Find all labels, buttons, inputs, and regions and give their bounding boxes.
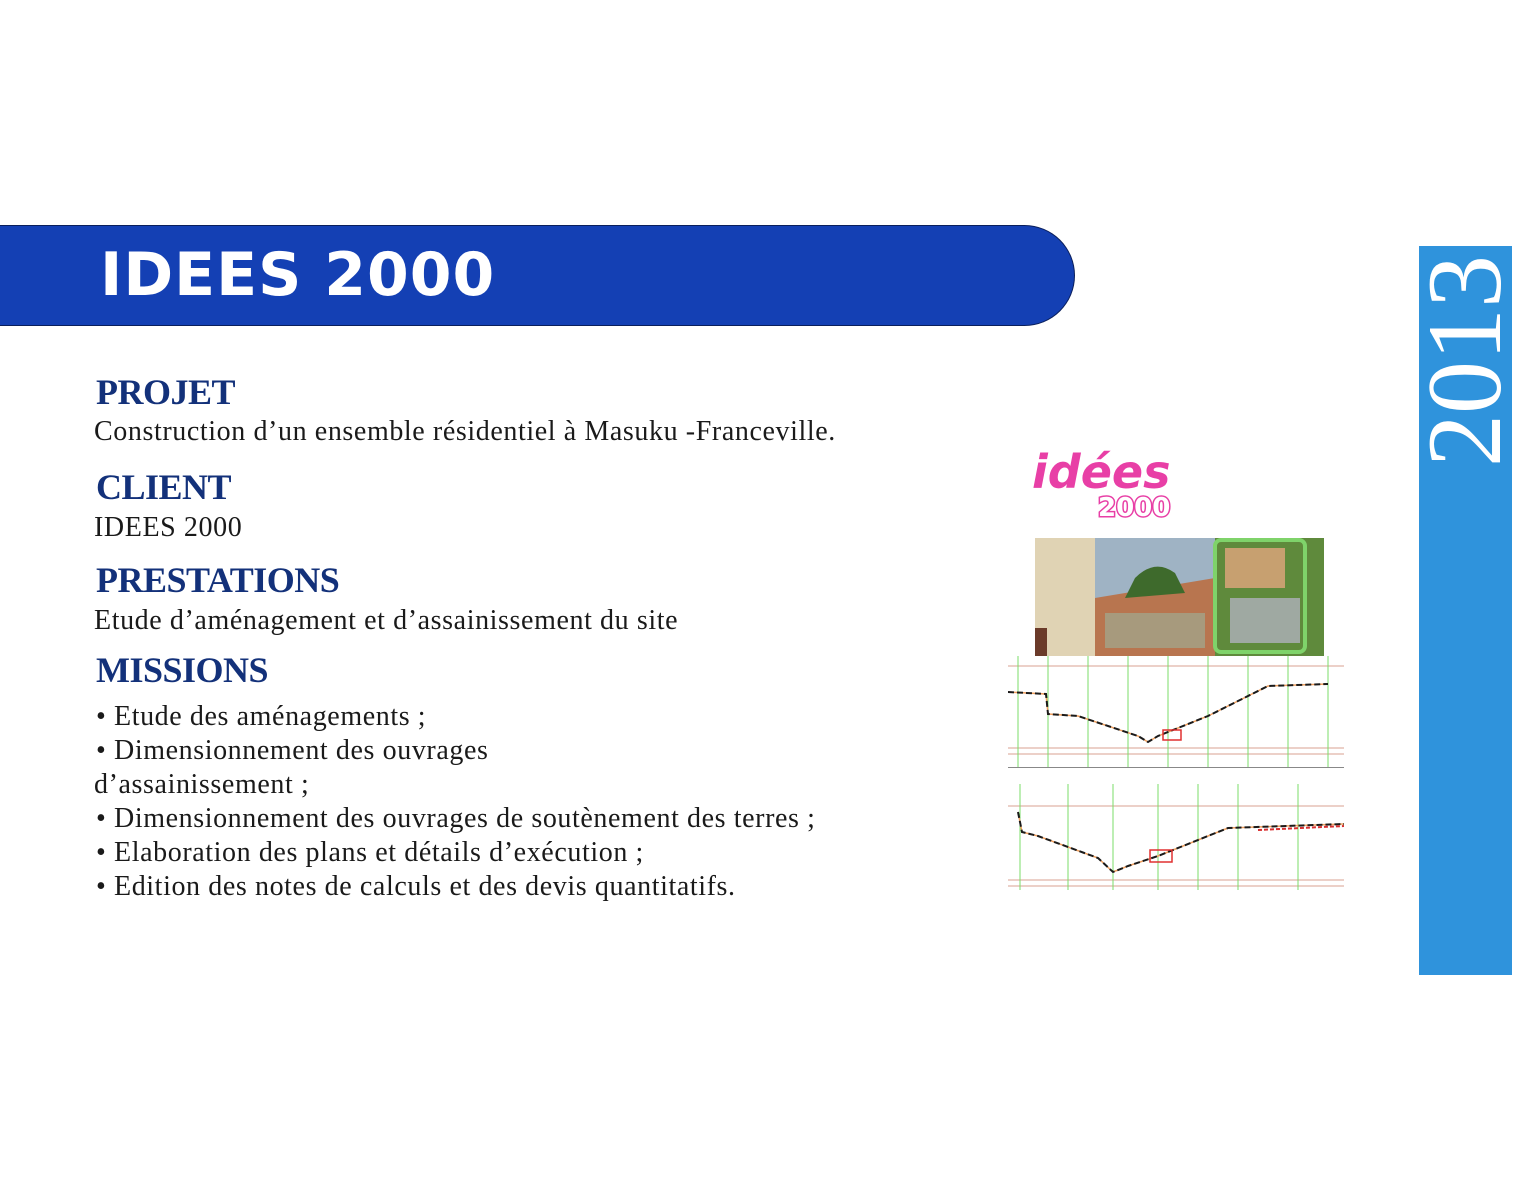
- missions-heading: MISSIONS: [96, 650, 269, 690]
- year-label-wrapper: [1406, 255, 1523, 467]
- idees-logo: [1028, 440, 1188, 522]
- year-label: 2013: [1406, 255, 1523, 467]
- prestations-heading: PRESTATIONS: [96, 560, 340, 600]
- list-item: • Etude des aménagements ;: [96, 701, 427, 732]
- profile-drawing-1: [1008, 656, 1344, 768]
- projet-text: Construction d’un ensemble résidentiel à Masuku -Franceville.: [94, 416, 836, 447]
- list-item: • Edition des notes de calculs et des devis quantitatifs.: [96, 871, 736, 902]
- projet-heading: PROJET: [96, 372, 236, 412]
- missions-list: [96, 700, 816, 904]
- prestations-text: Etude d’aménagement et d’assainissement du site: [94, 605, 679, 636]
- list-item: • Dimensionnement des ouvrages de soutènement des terres ;: [96, 803, 816, 834]
- client-heading: CLIENT: [96, 467, 232, 507]
- page-title: IDEES 2000: [100, 240, 496, 310]
- site-photo: [1035, 538, 1324, 656]
- profile-drawing-2: [1008, 772, 1344, 890]
- list-item: d’assainissement ;: [94, 769, 310, 800]
- list-item: • Dimensionnement des ouvrages: [96, 735, 489, 766]
- logo-text-top: idées: [1032, 445, 1171, 499]
- client-text: IDEES 2000: [94, 512, 243, 543]
- logo-text-bottom: 2000: [1098, 493, 1171, 522]
- list-item: • Elaboration des plans et détails d’exécution ;: [96, 837, 644, 868]
